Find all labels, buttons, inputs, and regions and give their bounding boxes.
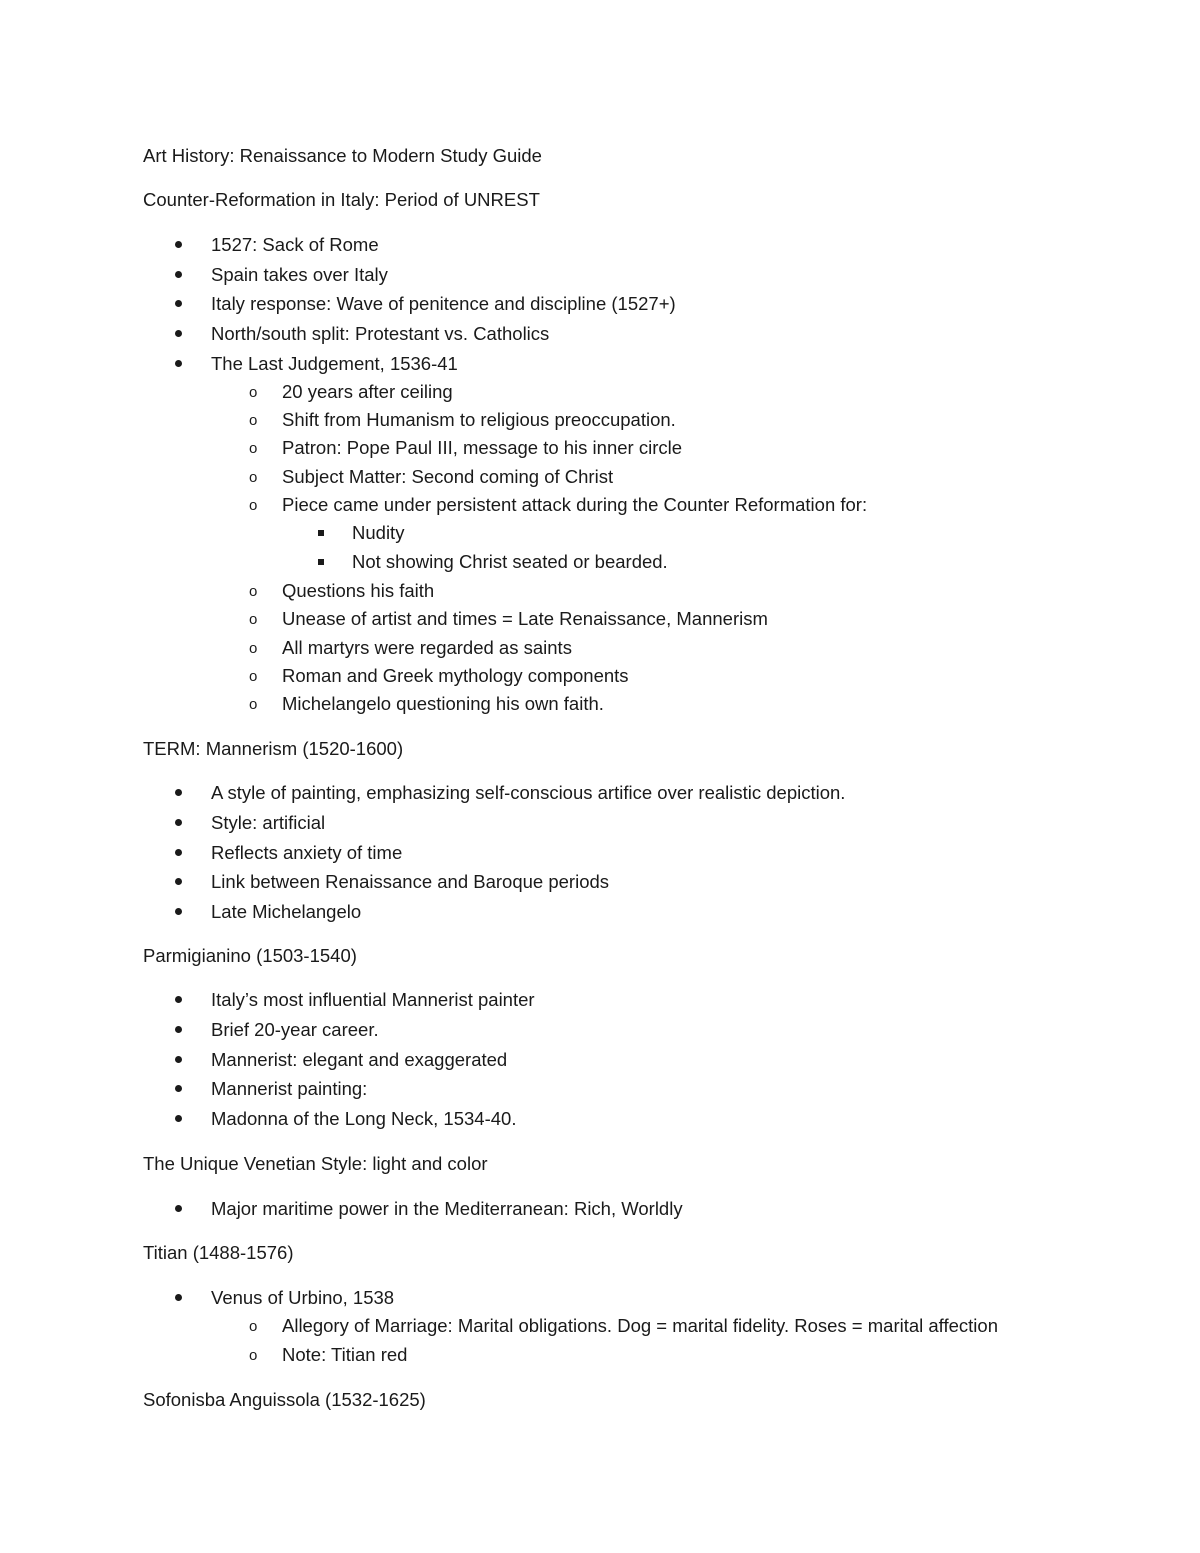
list-item: Madonna of the Long Neck, 1534-40. <box>211 1108 517 1129</box>
sub-bullet-marker: o <box>249 611 258 628</box>
list-item: Note: Titian red <box>282 1344 408 1365</box>
section-heading: The Unique Venetian Style: light and color <box>143 1153 488 1174</box>
sub-bullet-marker: o <box>249 640 258 657</box>
sub-bullet-marker: o <box>249 696 258 713</box>
section-heading: TERM: Mannerism (1520-1600) <box>143 738 404 759</box>
list-item: Brief 20-year career. <box>211 1019 379 1040</box>
list-item: Subject Matter: Second coming of Christ <box>282 466 614 487</box>
list-item: All martyrs were regarded as saints <box>282 637 572 658</box>
bullet-marker <box>175 908 182 915</box>
section-heading: Parmigianino (1503-1540) <box>143 945 357 966</box>
bullet-marker <box>175 789 182 796</box>
list-item: Major maritime power in the Mediterranean: Rich, Worldly <box>211 1198 683 1219</box>
list-item: A style of painting, emphasizing self-conscious artifice over realistic depiction. <box>211 782 846 803</box>
list-item: Piece came under persistent attack during the Counter Reformation for: <box>282 494 868 515</box>
bullet-marker <box>175 330 182 337</box>
list-item: Venus of Urbino, 1538 <box>211 1287 395 1308</box>
sub-bullet-marker: o <box>249 440 258 457</box>
list-item: Spain takes over Italy <box>211 264 388 285</box>
bullet-marker <box>175 1115 182 1122</box>
list-item: Reflects anxiety of time <box>211 842 403 863</box>
square-bullet-marker <box>318 559 324 565</box>
list-item: Patron: Pope Paul III, message to his inner circle <box>282 437 683 458</box>
list-item: Not showing Christ seated or bearded. <box>352 551 668 572</box>
sub-bullet-marker: o <box>249 1347 258 1364</box>
list-item: Style: artificial <box>211 812 326 833</box>
list-item: 20 years after ceiling <box>282 381 453 402</box>
bullet-marker <box>175 819 182 826</box>
sub-bullet-marker: o <box>249 668 258 685</box>
section-heading: Titian (1488-1576) <box>143 1242 294 1263</box>
list-item: Mannerist painting: <box>211 1078 368 1099</box>
section-heading: Counter-Reformation in Italy: Period of UNREST <box>143 189 540 210</box>
sub-bullet-marker: o <box>249 469 258 486</box>
bullet-marker <box>175 1056 182 1063</box>
page-title: Art History: Renaissance to Modern Study Guide <box>143 145 542 166</box>
section-heading: Sofonisba Anguissola (1532-1625) <box>143 1389 426 1410</box>
list-item: The Last Judgement, 1536-41 <box>211 353 458 374</box>
list-item: North/south split: Protestant vs. Catholics <box>211 323 550 344</box>
list-item: Mannerist: elegant and exaggerated <box>211 1049 508 1070</box>
bullet-marker <box>175 1294 182 1301</box>
square-bullet-marker <box>318 530 324 536</box>
list-item: Nudity <box>352 522 405 543</box>
list-item: Shift from Humanism to religious preoccupation. <box>282 409 676 430</box>
list-item: 1527: Sack of Rome <box>211 234 379 255</box>
bullet-marker <box>175 1026 182 1033</box>
bullet-marker <box>175 1205 182 1212</box>
bullet-marker <box>175 996 182 1003</box>
sub-bullet-marker: o <box>249 412 258 429</box>
list-item: Questions his faith <box>282 580 435 601</box>
sub-bullet-marker: o <box>249 1318 258 1335</box>
sub-bullet-marker: o <box>249 583 258 600</box>
list-item: Michelangelo questioning his own faith. <box>282 693 604 714</box>
bullet-marker <box>175 1085 182 1092</box>
sub-bullet-marker: o <box>249 497 258 514</box>
list-item: Italy’s most influential Mannerist painter <box>211 989 535 1010</box>
list-item: Late Michelangelo <box>211 901 362 922</box>
bullet-marker <box>175 271 182 278</box>
bullet-marker <box>175 241 182 248</box>
bullet-marker <box>175 849 182 856</box>
bullet-marker <box>175 878 182 885</box>
bullet-marker <box>175 300 182 307</box>
list-item: Italy response: Wave of penitence and discipline (1527+) <box>211 293 676 314</box>
bullet-marker <box>175 360 182 367</box>
list-item: Roman and Greek mythology components <box>282 665 629 686</box>
sub-bullet-marker: o <box>249 384 258 401</box>
list-item: Link between Renaissance and Baroque periods <box>211 871 610 892</box>
list-item: Unease of artist and times = Late Renaissance, Mannerism <box>282 608 768 629</box>
list-item: Allegory of Marriage: Marital obligations. Dog = marital fidelity. Roses = marital affection <box>282 1315 998 1336</box>
